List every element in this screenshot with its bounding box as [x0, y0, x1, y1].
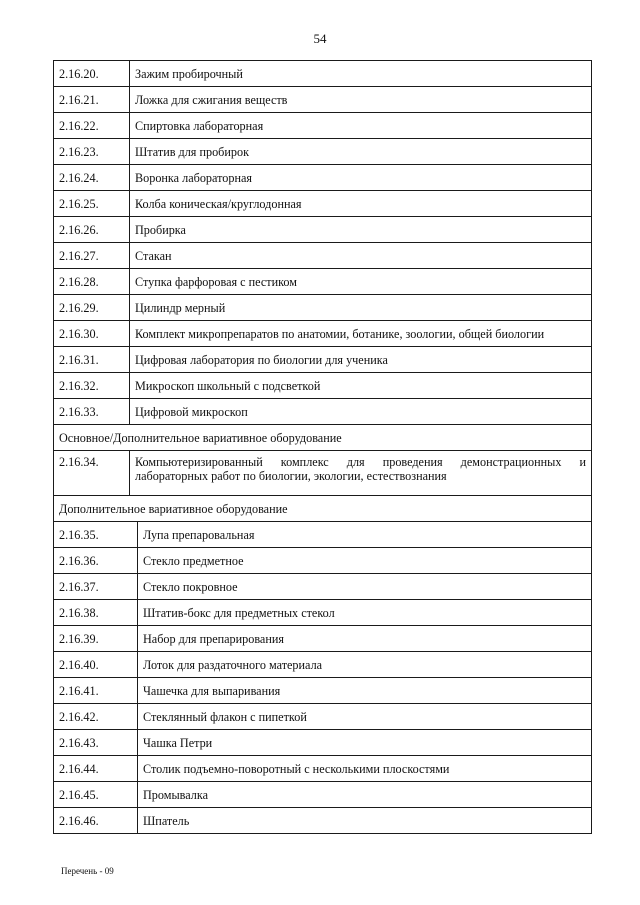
table-row: [54, 756, 592, 782]
row-name: Колба коническая/круглодонная: [130, 191, 592, 217]
row-name: Столик подъемно-поворотный с несколькими плоскостями: [138, 756, 592, 782]
row-name: Чашечка для выпаривания: [138, 678, 592, 704]
row-code: 2.16.35.: [54, 522, 138, 548]
table-row: [54, 782, 592, 808]
page-number: 54: [313, 31, 327, 46]
row-name: Цифровая лаборатория по биологии для ученика: [130, 347, 592, 373]
section-header-row: [54, 425, 592, 451]
table-row: [54, 347, 592, 373]
row-code: 2.16.43.: [54, 730, 138, 756]
row-code: 2.16.33.: [54, 399, 130, 425]
row-code: 2.16.39.: [54, 626, 138, 652]
table-row: [54, 704, 592, 730]
equipment-table: [53, 60, 592, 834]
section-header: Дополнительное вариативное оборудование: [54, 496, 592, 522]
row-name: Воронка лабораторная: [130, 165, 592, 191]
row-name: Стекло покровное: [138, 574, 592, 600]
row-name: Стекло предметное: [138, 548, 592, 574]
row-name: Ложка для сжигания веществ: [130, 87, 592, 113]
row-name-line-2: лабораторных работ по биологии, экологии, естествознания: [135, 469, 447, 483]
table-row: [54, 243, 592, 269]
row-name: [130, 451, 592, 496]
table-row: [54, 295, 592, 321]
table-row: [54, 139, 592, 165]
row-code: 2.16.37.: [54, 574, 138, 600]
table-row: [54, 678, 592, 704]
table-row: [54, 165, 592, 191]
table-row: [54, 548, 592, 574]
table-row: [54, 373, 592, 399]
table-row: [54, 191, 592, 217]
table-row: [54, 87, 592, 113]
row-name: Набор для препарирования: [138, 626, 592, 652]
row-code: 2.16.24.: [54, 165, 130, 191]
row-code: 2.16.46.: [54, 808, 138, 834]
row-code: 2.16.28.: [54, 269, 130, 295]
row-code: 2.16.30.: [54, 321, 130, 347]
row-code: 2.16.32.: [54, 373, 130, 399]
row-code: 2.16.45.: [54, 782, 138, 808]
row-name: Лупа препаровальная: [138, 522, 592, 548]
row-name: Зажим пробирочный: [130, 61, 592, 87]
row-code: 2.16.44.: [54, 756, 138, 782]
row-code: 2.16.26.: [54, 217, 130, 243]
row-code: 2.16.38.: [54, 600, 138, 626]
row-name: Штатив для пробирок: [130, 139, 592, 165]
row-name-line-1: Компьютеризированный комплекс для проведения демонстрационных и: [135, 455, 587, 469]
row-name: Чашка Петри: [138, 730, 592, 756]
row-name: Стакан: [130, 243, 592, 269]
row-code: 2.16.41.: [54, 678, 138, 704]
row-code: 2.16.25.: [54, 191, 130, 217]
row-code: 2.16.40.: [54, 652, 138, 678]
row-name: Спиртовка лабораторная: [130, 113, 592, 139]
table-row: [54, 600, 592, 626]
row-code: 2.16.42.: [54, 704, 138, 730]
table-row: [54, 522, 592, 548]
row-code: 2.16.21.: [54, 87, 130, 113]
table-row: [54, 321, 592, 347]
table-row: [54, 217, 592, 243]
row-code: 2.16.23.: [54, 139, 130, 165]
row-name: Цилиндр мерный: [130, 295, 592, 321]
table-row: [54, 61, 592, 87]
row-code: 2.16.29.: [54, 295, 130, 321]
table-row: [54, 269, 592, 295]
row-code: 2.16.27.: [54, 243, 130, 269]
row-name: Ступка фарфоровая с пестиком: [130, 269, 592, 295]
row-name: Комплект микропрепаратов по анатомии, ботанике, зоологии, общей биологии: [130, 321, 592, 347]
row-name: Пробирка: [130, 217, 592, 243]
row-name: Стеклянный флакон с пипеткой: [138, 704, 592, 730]
row-code: 2.16.36.: [54, 548, 138, 574]
row-name: Цифровой микроскоп: [130, 399, 592, 425]
table-row: [54, 808, 592, 834]
row-code: 2.16.31.: [54, 347, 130, 373]
row-name: Лоток для раздаточного материала: [138, 652, 592, 678]
row-name: Микроскоп школьный с подсветкой: [130, 373, 592, 399]
table-row: [54, 113, 592, 139]
table-row: [54, 451, 592, 496]
table-row: [54, 652, 592, 678]
table-row: [54, 730, 592, 756]
table-row: [54, 399, 592, 425]
table-row: [54, 626, 592, 652]
row-name: Промывалка: [138, 782, 592, 808]
table-row: [54, 574, 592, 600]
section-header-row: [54, 496, 592, 522]
section-header: Основное/Дополнительное вариативное оборудование: [54, 425, 592, 451]
footer-label: Перечень - 09: [61, 866, 114, 876]
row-name: Штатив-бокс для предметных стекол: [138, 600, 592, 626]
row-code: 2.16.34.: [54, 451, 130, 496]
row-code: 2.16.20.: [54, 61, 130, 87]
row-code: 2.16.22.: [54, 113, 130, 139]
row-name: Шпатель: [138, 808, 592, 834]
